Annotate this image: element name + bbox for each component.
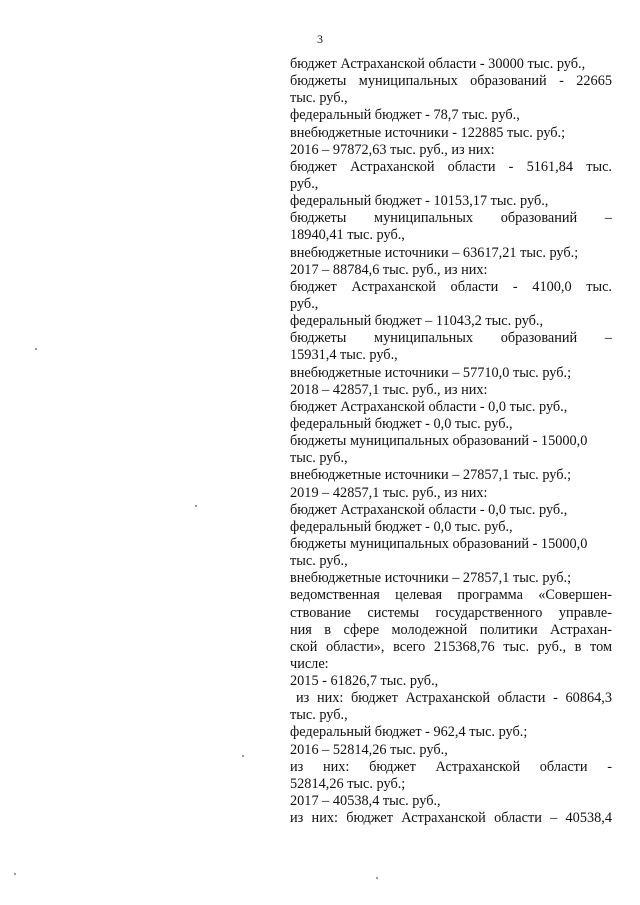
- text-line: тыс. руб.,: [290, 707, 348, 724]
- text-line: бюджет Астраханской области - 4100,0 тыс.: [290, 278, 612, 295]
- text-line: 52814,26 тыс. руб.;: [290, 775, 406, 792]
- scan-speck: [14, 873, 16, 875]
- text-line: 2017 – 88784,6 тыс. руб., из них:: [290, 261, 488, 278]
- text-line: федеральный бюджет - 962,4 тыс. руб.;: [290, 724, 528, 741]
- text-line: руб.,: [290, 175, 319, 192]
- text-line: внебюджетные источники – 63617,21 тыс. руб.;: [290, 244, 579, 261]
- text-line: 2016 – 52814,26 тыс. руб.,: [290, 741, 448, 758]
- text-line: бюджет Астраханской области - 0,0 тыс. руб.,: [290, 398, 568, 415]
- text-line: федеральный бюджет - 78,7 тыс. руб.,: [290, 107, 520, 124]
- text-line: бюджеты муниципальных образований –: [290, 210, 612, 227]
- text-line: бюджеты муниципальных образований - 15000,0: [290, 535, 588, 552]
- text-line: 18940,41 тыс. руб.,: [290, 227, 405, 244]
- text-line: руб.,: [290, 295, 319, 312]
- scan-speck: [195, 505, 197, 507]
- text-line: бюджет Астраханской области - 5161,84 тыс.: [290, 158, 612, 175]
- text-line: бюджеты муниципальных образований –: [290, 330, 612, 347]
- text-line: ской области», всего 215368,76 тыс. руб., в том: [290, 638, 612, 655]
- text-line: внебюджетные источники – 27857,1 тыс. руб.;: [290, 570, 572, 587]
- text-line: числе:: [290, 655, 329, 672]
- text-line: 2016 – 97872,63 тыс. руб., из них:: [290, 141, 495, 158]
- text-line: 2019 – 42857,1 тыс. руб., из них:: [290, 484, 488, 501]
- text-line: федеральный бюджет - 0,0 тыс. руб.,: [290, 518, 513, 535]
- text-line: ведомственная целевая программа «Совершен-: [290, 587, 612, 604]
- text-line: федеральный бюджет - 10153,17 тыс. руб.,: [290, 193, 549, 210]
- text-line: тыс. руб.,: [290, 450, 348, 467]
- text-line: ствование системы государственного управле-: [290, 604, 612, 621]
- text-line: ния в сфере молодежной политики Астрахан-: [290, 621, 612, 638]
- text-line: бюджет Астраханской области - 30000 тыс. руб.,: [290, 56, 586, 72]
- scan-speck: [242, 755, 244, 757]
- text-line: 2015 - 61826,7 тыс. руб.,: [290, 673, 439, 690]
- text-line: федеральный бюджет – 11043,2 тыс. руб.,: [290, 313, 544, 330]
- scan-speck: [376, 877, 378, 879]
- text-line: из них: бюджет Астраханской области - 60864,3: [296, 690, 612, 707]
- text-line: 2018 – 42857,1 тыс. руб., из них:: [290, 381, 488, 398]
- text-line: бюджеты муниципальных образований - 22665: [290, 73, 612, 90]
- budget-text-block: [290, 56, 612, 827]
- text-line: внебюджетные источники - 122885 тыс. руб.;: [290, 124, 566, 141]
- text-line: 2017 – 40538,4 тыс. руб.,: [290, 793, 441, 810]
- text-line: внебюджетные источники – 57710,0 тыс. руб.;: [290, 364, 572, 381]
- text-line: бюджет Астраханской области - 0,0 тыс. руб.,: [290, 501, 568, 518]
- scan-speck: [35, 348, 37, 350]
- text-line: 15931,4 тыс. руб.,: [290, 347, 398, 364]
- text-line: бюджеты муниципальных образований - 15000,0: [290, 433, 588, 450]
- text-line: из них: бюджет Астраханской области – 40538,4: [290, 810, 612, 827]
- text-line: внебюджетные источники – 27857,1 тыс. руб.;: [290, 467, 572, 484]
- page-number: 3: [317, 32, 323, 46]
- text-line: тыс. руб.,: [290, 553, 348, 570]
- text-line: тыс. руб.,: [290, 90, 348, 107]
- text-line: из них: бюджет Астраханской области -: [290, 758, 612, 775]
- text-line: федеральный бюджет - 0,0 тыс. руб.,: [290, 415, 513, 432]
